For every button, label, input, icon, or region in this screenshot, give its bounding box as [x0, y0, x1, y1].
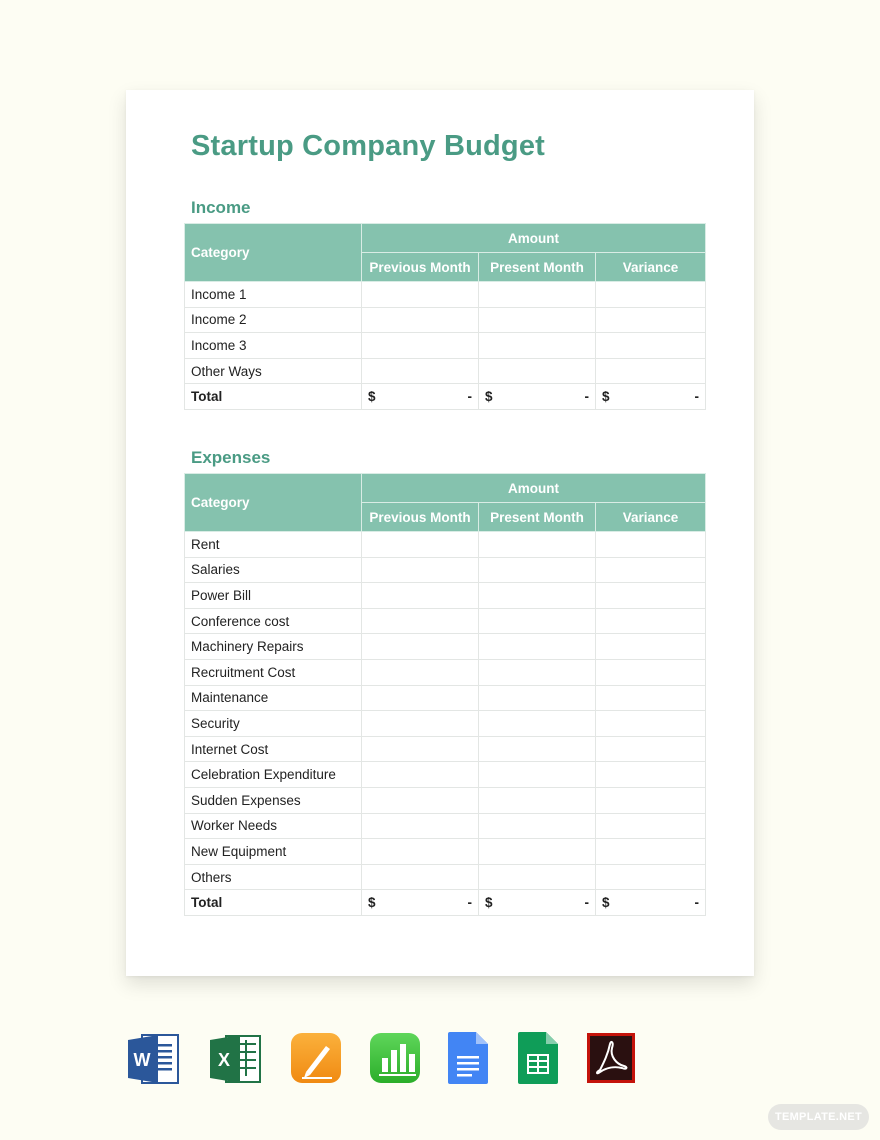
present-month-header: Present Month [479, 503, 596, 532]
category-header: Category [185, 224, 362, 282]
table-row [185, 864, 706, 890]
word-icon[interactable] [126, 1032, 180, 1086]
variance-cell[interactable] [596, 282, 706, 308]
table-row [185, 685, 706, 711]
present-month-cell[interactable] [479, 358, 596, 384]
variance-cell[interactable] [596, 333, 706, 359]
table-row [185, 282, 706, 308]
variance-cell[interactable] [596, 762, 706, 788]
total-value: - [694, 895, 700, 911]
expenses-heading: Expenses [191, 448, 271, 467]
table-row [185, 659, 706, 685]
previous-month-cell[interactable] [362, 685, 479, 711]
row-label: Machinery Repairs [185, 634, 362, 660]
income-heading: Income [191, 198, 251, 217]
variance-cell[interactable] [596, 608, 706, 634]
table-row [185, 711, 706, 737]
table-row [185, 358, 706, 384]
previous-month-cell[interactable] [362, 864, 479, 890]
present-month-cell[interactable] [479, 711, 596, 737]
variance-header: Variance [596, 253, 706, 282]
variance-header: Variance [596, 503, 706, 532]
row-label: New Equipment [185, 839, 362, 865]
row-label: Income 1 [185, 282, 362, 308]
category-header: Category [185, 474, 362, 532]
previous-month-cell[interactable] [362, 711, 479, 737]
total-value: - [467, 895, 472, 911]
previous-month-cell[interactable] [362, 282, 479, 308]
previous-month-cell[interactable] [362, 333, 479, 359]
row-label: Internet Cost [185, 736, 362, 762]
income-rows [185, 282, 706, 410]
currency-symbol: $ [602, 389, 610, 405]
row-label: Recruitment Cost [185, 659, 362, 685]
total-value: - [694, 389, 700, 405]
table-row [185, 532, 706, 558]
excel-icon[interactable] [208, 1032, 262, 1086]
present-total [479, 384, 596, 410]
row-label: Maintenance [185, 685, 362, 711]
previous-month-cell[interactable] [362, 762, 479, 788]
present-month-cell[interactable] [479, 864, 596, 890]
total-row [185, 890, 706, 916]
present-total [479, 890, 596, 916]
variance-cell[interactable] [596, 864, 706, 890]
table-row [185, 736, 706, 762]
row-label: Sudden Expenses [185, 787, 362, 813]
previous-month-cell[interactable] [362, 532, 479, 558]
present-month-cell[interactable] [479, 307, 596, 333]
variance-cell[interactable] [596, 813, 706, 839]
row-label: Celebration Expenditure [185, 762, 362, 788]
row-label: Conference cost [185, 608, 362, 634]
amount-header: Amount [362, 224, 706, 253]
row-label: Worker Needs [185, 813, 362, 839]
table-row [185, 787, 706, 813]
variance-cell[interactable] [596, 736, 706, 762]
pdf-icon[interactable] [586, 1032, 640, 1086]
present-month-cell[interactable] [479, 532, 596, 558]
total-value: - [584, 895, 589, 911]
present-month-header: Present Month [479, 253, 596, 282]
previous-month-cell[interactable] [362, 307, 479, 333]
present-month-cell[interactable] [479, 608, 596, 634]
table-row [185, 307, 706, 333]
table-row [185, 839, 706, 865]
present-month-cell[interactable] [479, 282, 596, 308]
variance-cell[interactable] [596, 787, 706, 813]
variance-cell[interactable] [596, 839, 706, 865]
table-row [185, 762, 706, 788]
previous-month-cell[interactable] [362, 583, 479, 609]
document-page [126, 90, 754, 976]
variance-cell[interactable] [596, 583, 706, 609]
variance-cell[interactable] [596, 711, 706, 737]
present-month-cell[interactable] [479, 659, 596, 685]
present-month-cell[interactable] [479, 813, 596, 839]
currency-symbol: $ [602, 895, 610, 911]
row-label: Salaries [185, 557, 362, 583]
google-sheets-icon[interactable] [518, 1032, 572, 1086]
row-label: Others [185, 864, 362, 890]
previous-month-cell[interactable] [362, 839, 479, 865]
total-label: Total [185, 384, 362, 410]
google-docs-icon[interactable] [448, 1032, 502, 1086]
row-label: Income 3 [185, 333, 362, 359]
previous-month-cell[interactable] [362, 659, 479, 685]
currency-symbol: $ [485, 895, 493, 911]
total-value: - [467, 389, 472, 405]
table-row [185, 583, 706, 609]
previous-month-cell[interactable] [362, 358, 479, 384]
table-row [185, 813, 706, 839]
row-label: Other Ways [185, 358, 362, 384]
expenses-rows [185, 532, 706, 916]
previous-month-cell[interactable] [362, 634, 479, 660]
previous-month-header: Previous Month [362, 503, 479, 532]
income-table [184, 223, 706, 410]
currency-symbol: $ [368, 389, 376, 405]
previous-month-cell[interactable] [362, 736, 479, 762]
total-value: - [584, 389, 589, 405]
expenses-table [184, 473, 706, 916]
page-title: Startup Company Budget [191, 130, 546, 162]
numbers-icon[interactable] [369, 1032, 423, 1086]
pages-icon[interactable] [290, 1032, 344, 1086]
present-month-cell[interactable] [479, 557, 596, 583]
present-month-cell[interactable] [479, 634, 596, 660]
previous-total [362, 384, 479, 410]
previous-month-cell[interactable] [362, 608, 479, 634]
present-month-cell[interactable] [479, 583, 596, 609]
present-month-cell[interactable] [479, 762, 596, 788]
variance-cell[interactable] [596, 532, 706, 558]
svg-text:W: W [133, 1050, 151, 1070]
present-month-cell[interactable] [479, 736, 596, 762]
variance-cell[interactable] [596, 557, 706, 583]
variance-total [596, 384, 706, 410]
table-row [185, 608, 706, 634]
currency-symbol: $ [368, 895, 376, 911]
present-month-cell[interactable] [479, 685, 596, 711]
previous-month-cell[interactable] [362, 787, 479, 813]
present-month-cell[interactable] [479, 333, 596, 359]
table-row [185, 557, 706, 583]
variance-cell[interactable] [596, 659, 706, 685]
total-label: Total [185, 890, 362, 916]
present-month-cell[interactable] [479, 787, 596, 813]
variance-cell[interactable] [596, 358, 706, 384]
row-label: Income 2 [185, 307, 362, 333]
total-row [185, 384, 706, 410]
variance-cell[interactable] [596, 685, 706, 711]
previous-total [362, 890, 479, 916]
row-label: Security [185, 711, 362, 737]
table-row [185, 333, 706, 359]
previous-month-cell[interactable] [362, 813, 479, 839]
table-row [185, 634, 706, 660]
row-label: Rent [185, 532, 362, 558]
row-label: Power Bill [185, 583, 362, 609]
present-month-cell[interactable] [479, 839, 596, 865]
currency-symbol: $ [485, 389, 493, 405]
variance-cell[interactable] [596, 307, 706, 333]
amount-header: Amount [362, 474, 706, 503]
previous-month-header: Previous Month [362, 253, 479, 282]
watermark-badge: TEMPLATE.NET [768, 1104, 869, 1130]
previous-month-cell[interactable] [362, 557, 479, 583]
svg-text:X: X [217, 1050, 231, 1070]
variance-cell[interactable] [596, 634, 706, 660]
variance-total [596, 890, 706, 916]
